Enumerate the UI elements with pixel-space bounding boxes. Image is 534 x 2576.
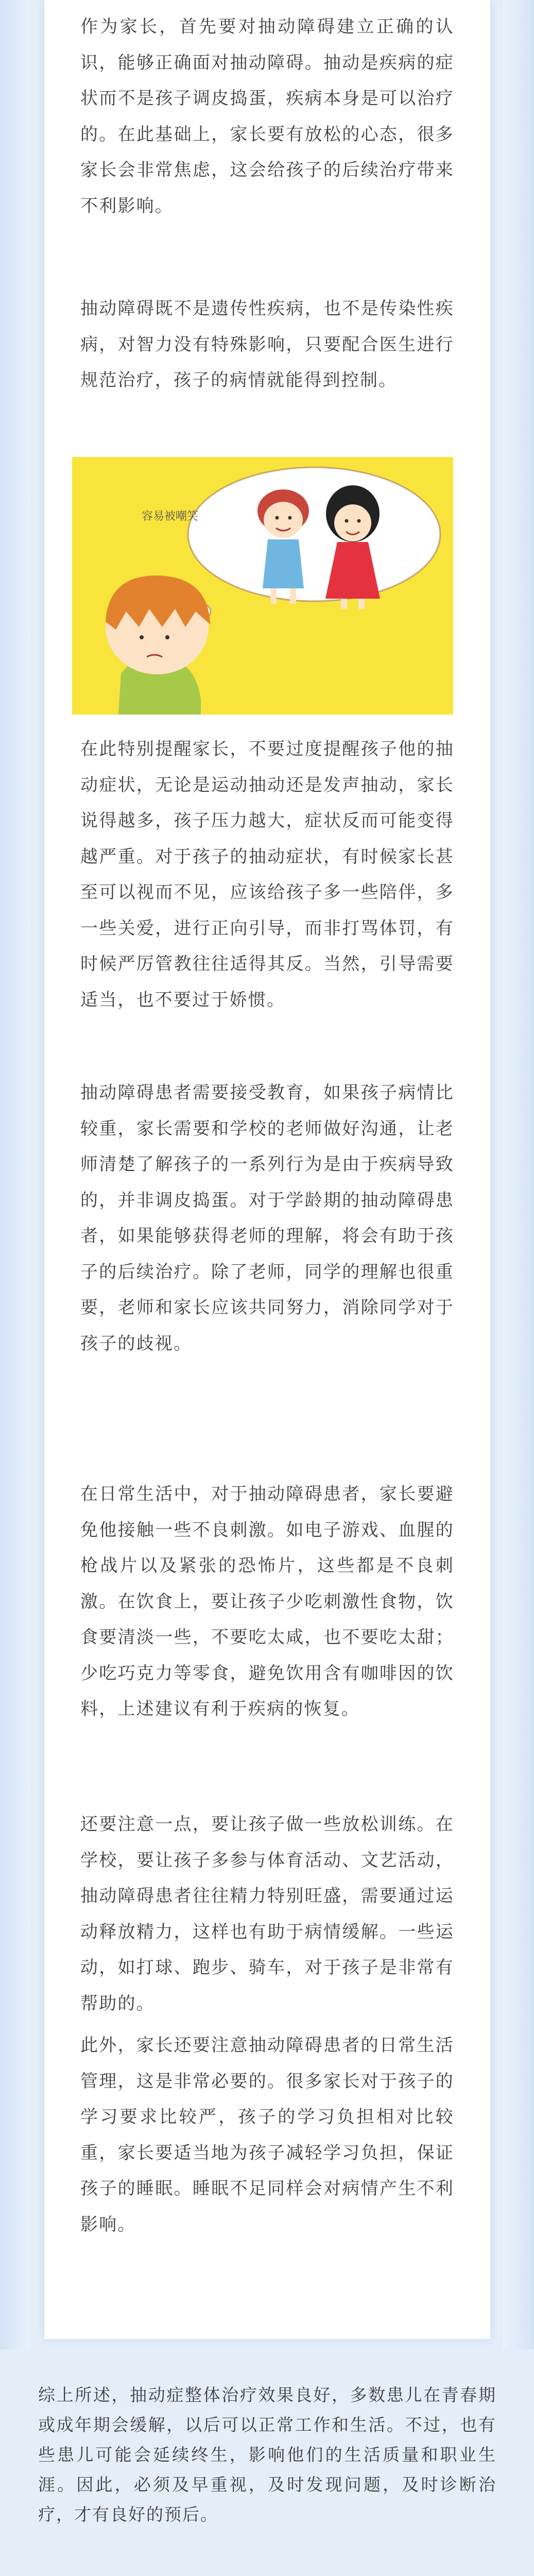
article-paragraph-1: 作为家长，首先要对抽动障碍建立正确的认识，能够正确面对抽动障碍。抽动是疾病的症状而不是孩子调皮捣蛋，疾病本身是可以治疗的。在此基础上，家长要有放松的心态，很多家长会非常焦虑，这会给孩子的后续治疗带来不利影响。 — [80, 16, 454, 216]
article-paragraph-2: 抽动障碍既不是遗传性疾病，也不是传染性疾病，对智力没有特殊影响，只要配合医生进行规范治疗，孩子的病情就能得到控制。 — [80, 298, 454, 391]
article-paragraph-5: 在日常生活中，对于抽动障碍患者，家长要避免他接触一些不良刺激。如电子游戏、血腥的枪战片以及紧张的恐怖片，这些都是不良刺激。在饮食上，要让孩子少吃刺激性食物，饮食要清淡一些，不要吃太咸，也不要吃太甜；少吃巧克力等零食，避免饮用含有咖啡因的饮料，上述建议有利于疾病的恢复。 — [80, 1484, 454, 1719]
article-card — [44, 0, 490, 2339]
background-edge-left — [0, 0, 31, 2349]
summary-paragraph: 综上所述，抽动症整体治疗效果良好，多数患儿在青春期或成年期会缓解，以后可以正常工作和生活。不过，也有些患儿可能会延续终生，影响他们的生活质量和职业生涯。因此，必须及早重视，及时发现问题，及时诊断治疗，才有良好的预后。 — [38, 2385, 496, 2524]
article-paragraph-7: 此外，家长还要注意抽动障碍患者的日常生活管理，这是非常必要的。很多家长对于孩子的学习要求比较严，孩子的学习负担相对比较重，家长要适当地为孩子减轻学习负担，保证孩子的睡眠。睡眠不足同样会对病情产生不利影响。 — [80, 2035, 454, 2235]
article-paragraph-3: 在此特别提醒家长，不要过度提醒孩子他的抽动症状，无论是运动抽动还是发声抽动，家长说得越多，孩子压力越大，症状反而可能变得越严重。对于孩子的抽动症状，有时候家长甚至可以视而不见，应该给孩子多一些陪伴，多一些关爱，进行正向引导，而非打骂体罚，有时候严厉管教往往适得其反。当然，引导需要适当，也不要过于娇惯。 — [80, 739, 454, 1010]
illustration-caption: 容易被嘲笑 — [142, 510, 199, 523]
sad-child — [106, 575, 210, 715]
article-paragraph-4: 抽动障碍患者需要接受教育，如果孩子病情比较重，家长需要和学校的老师做好沟通，让老师清楚了解孩子的一系列行为是由于疾病导致的，并非调皮捣蛋。对于学龄期的抽动障碍患者，如果能够获得老师的理解，将会有助于孩子的后续治疗。除了老师，同学的理解也很重要，老师和家长应该共同努力，消除同学对于孩子的歧视。 — [80, 1082, 454, 1354]
thought-cloud — [188, 467, 440, 601]
article-paragraph-6: 还要注意一点，要让孩子做一些放松训练。在学校，要让孩子多参与体育活动、文艺活动，抽动障碍患者往往精力特别旺盛，需要通过运动释放精力，这样也有助于病情缓解。一些运动，如打球、跑步、骑车，对于孩子是非常有帮助的。 — [80, 1814, 454, 2014]
background-edge-right — [503, 0, 534, 2349]
illustration-mocked-child — [72, 457, 453, 715]
